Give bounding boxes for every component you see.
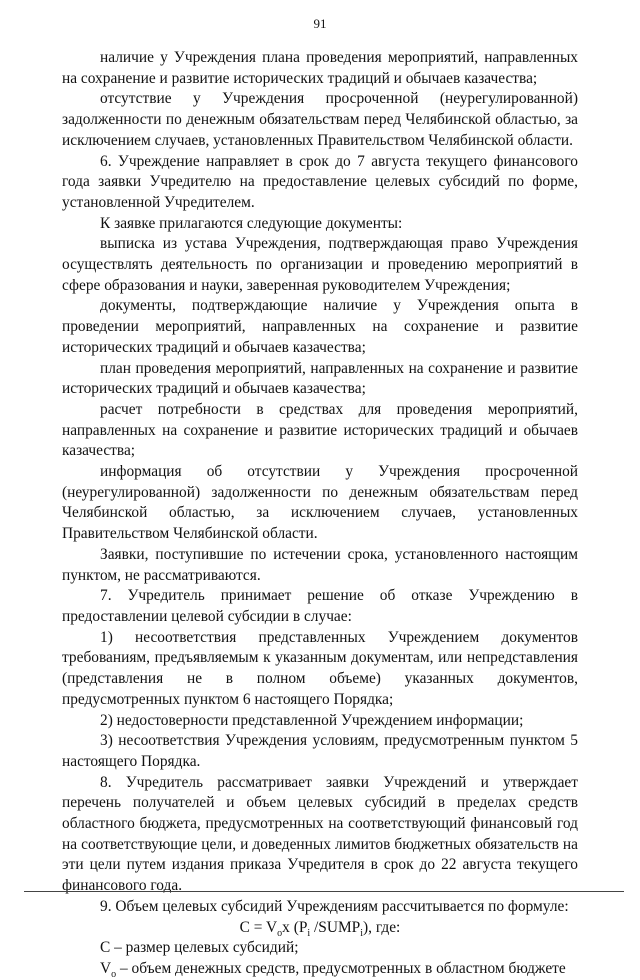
paragraph: документы, подтверждающие наличие у Учреждения опыта в проведении мероприятий, направленных на сохранение и развитие исторических традиций и обычаев казачества; <box>62 297 578 356</box>
formula-c: C <box>239 918 250 936</box>
paragraph: 9. Объем целевых субсидий Учреждениям рассчитывается по формуле: <box>100 897 569 915</box>
last-line-text: – объем денежных средств, предусмотренных в областном бюджете <box>116 959 566 977</box>
formula-eq: = V <box>249 918 278 936</box>
subsidy-formula <box>62 918 578 939</box>
formula-sub-o: o <box>277 927 283 939</box>
paragraph: C – размер целевых субсидий; <box>100 939 299 957</box>
formula-x-p: x (P <box>282 918 308 936</box>
paragraph: 1) несоответствия представленных Учреждением документов требованиям, предъявляемым к указанным документам, или непредставления (представления не в полном объеме) указанных документов, предусмотренных пунктом 6 настоящего Порядка; <box>62 628 578 708</box>
paragraph: выписка из устава Учреждения, подтверждающая право Учреждения осуществлять деятельность по организации и проведению мероприятий в сфере образования и науки, заверенная руководителем Учреждения; <box>62 235 578 294</box>
page-number: 91 <box>313 16 327 31</box>
variable-v: V <box>100 959 112 977</box>
formula-sub-i: i <box>360 927 363 939</box>
paragraph: план проведения мероприятий, направленных на сохранение и развитие исторических традиций и обычаев казачества; <box>62 359 578 398</box>
formula-sum: /SUMP <box>310 918 361 936</box>
bottom-divider <box>24 891 624 892</box>
document-body <box>62 48 578 980</box>
paragraph: наличие у Учреждения плана проведения мероприятий, направленных на сохранение и развитие исторических традиций и обычаев казачества; <box>62 49 578 87</box>
paragraph: Заявки, поступившие по истечении срока, установленного настоящим пунктом, не рассматриваются. <box>62 545 578 584</box>
paragraph: информация об отсутствии у Учреждения просроченной (неурегулированной) задолженности по денежным обязательствам перед Челябинской областью, за исключением случаев, установленных Правительством Челябинской области. <box>62 463 578 543</box>
paragraph: расчет потребности в средствах для проведения мероприятий, направленных на сохранение и развитие исторических традиций и обычаев казачества; <box>62 400 578 460</box>
paragraph: К заявке прилагаются следующие документы: <box>100 214 403 232</box>
paragraph: 8. Учредитель рассматривает заявки Учреждений и утверждает перечень получателей и объем целевых субсидий в пределах средств областного бюджета, предусмотренных на соответствующий финансовый год на соответствующие цели, и доведенных лимитов бюджетных обязательств на эти цели путем издания приказа Учредителя в срок до 22 августа текущего финансового года. <box>62 773 578 895</box>
paragraph: 6. Учреждение направляет в срок до 7 августа текущего финансового года заявки Учредителю на предоставление целевых субсидий по форме, установленной Учредителем. <box>62 152 578 211</box>
formula-sub-i: i <box>307 927 311 939</box>
formula-tail: ), где: <box>363 918 401 936</box>
paragraph: 2) недостоверности представленной Учреждением информации; <box>100 711 524 729</box>
variable-sub-o: о <box>111 969 117 980</box>
paragraph-last <box>62 959 578 980</box>
paragraph: отсутствие у Учреждения просроченной (неурегулированной) задолженности по денежным обязательствам перед Челябинской областью, за исключением случаев, установленных Правительством Челябинской области. <box>62 90 578 149</box>
paragraph: 3) несоответствия Учреждения условиям, предусмотренным пунктом 5 настоящего Порядка. <box>62 732 578 770</box>
paragraph: 7. Учредитель принимает решение об отказе Учреждению в предоставлении целевой субсидии в случае: <box>62 587 578 625</box>
